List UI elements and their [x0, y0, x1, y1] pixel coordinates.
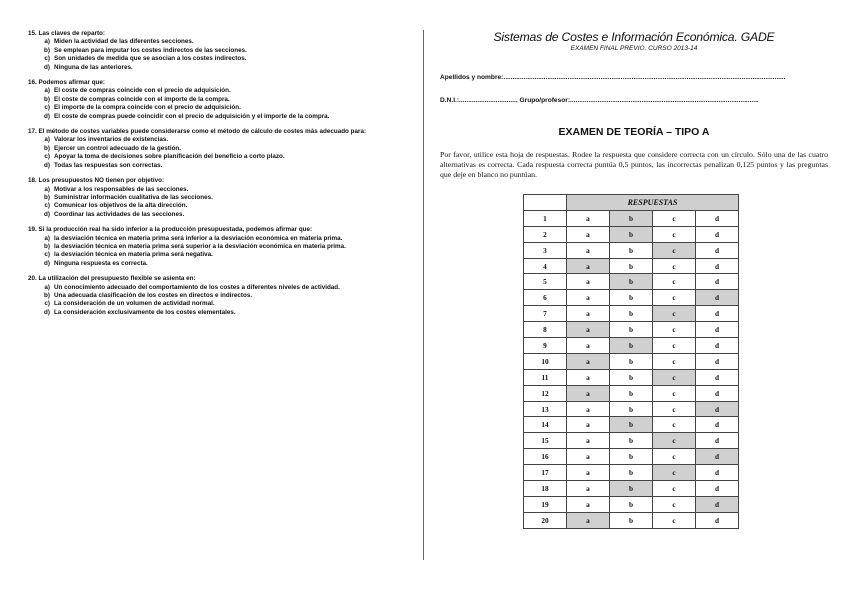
answer-option-d[interactable]: d: [696, 449, 739, 465]
answer-option-b[interactable]: b: [610, 210, 653, 226]
answer-option-a[interactable]: a: [567, 210, 610, 226]
question-number: 1: [524, 210, 567, 226]
column-divider: [423, 30, 424, 560]
answer-option-a[interactable]: a: [567, 226, 610, 242]
answer-option-a[interactable]: a: [567, 496, 610, 512]
option-letter: d): [44, 63, 50, 71]
option-letter: c): [44, 55, 50, 63]
answer-option-c[interactable]: c: [653, 306, 696, 322]
option-text: Ninguna de las anteriores.: [54, 63, 133, 71]
answer-option-c[interactable]: c: [653, 385, 696, 401]
answer-option-c[interactable]: c: [653, 338, 696, 354]
answers-table-header: RESPUESTAS: [567, 195, 739, 211]
answer-option-d[interactable]: d: [696, 242, 739, 258]
answer-option-b[interactable]: b: [610, 433, 653, 449]
answer-row: [524, 322, 739, 338]
question-number: 15: [524, 433, 567, 449]
answer-option-b[interactable]: b: [610, 274, 653, 290]
answer-option-a[interactable]: a: [567, 306, 610, 322]
question-block: [28, 128, 413, 170]
option-text: Coordinar las actividades de las secciones.: [54, 210, 185, 218]
answer-row: [524, 433, 739, 449]
question-number: 16: [524, 449, 567, 465]
answer-option-c[interactable]: c: [653, 417, 696, 433]
answer-row: [524, 481, 739, 497]
answer-option-d[interactable]: d: [696, 258, 739, 274]
question-title: 15. Las claves de reparto:: [28, 30, 106, 37]
answer-option-c[interactable]: c: [653, 226, 696, 242]
question-number: 4: [524, 258, 567, 274]
answer-option-a[interactable]: a: [567, 290, 610, 306]
answer-option-c[interactable]: c: [653, 322, 696, 338]
option-text: Se emplean para imputar los costes indirectos de las secciones.: [54, 46, 247, 54]
id-group-field[interactable]: D.N.I.:................................ Grupo/profesor:.......................................................................................................: [440, 97, 759, 104]
answer-option-b[interactable]: b: [610, 496, 653, 512]
answer-option-c[interactable]: c: [653, 512, 696, 528]
question-option: [40, 243, 413, 251]
option-letter: a): [44, 283, 50, 291]
option-text: Son unidades de medida que se asocian a los costes indirectos.: [54, 55, 247, 63]
option-letter: c): [44, 202, 50, 210]
question-options: [28, 87, 413, 121]
question-option: [40, 300, 413, 308]
answer-row: [524, 465, 739, 481]
question-options: [28, 186, 413, 220]
answer-option-a[interactable]: a: [567, 449, 610, 465]
answer-option-b[interactable]: b: [610, 306, 653, 322]
question-option: [40, 153, 413, 161]
answer-option-d[interactable]: d: [696, 353, 739, 369]
question-options: [28, 284, 413, 318]
question-option: [40, 309, 413, 317]
answer-row: [524, 290, 739, 306]
answer-option-d[interactable]: d: [696, 306, 739, 322]
answer-option-d[interactable]: d: [696, 322, 739, 338]
option-text: La consideración de un volumen de actividad normal.: [54, 300, 215, 308]
option-letter: d): [44, 112, 50, 120]
answer-option-a[interactable]: a: [567, 401, 610, 417]
answer-row: [524, 306, 739, 322]
option-text: Motivar a los responsables de las secciones.: [54, 185, 189, 193]
option-text: El coste de compras puede coincidir con el precio de adquisición y el importe de la compra.: [54, 112, 330, 120]
answers-table: [523, 194, 739, 529]
question-number: 19: [524, 496, 567, 512]
answers-table-body: [524, 210, 739, 528]
answer-option-c[interactable]: c: [653, 353, 696, 369]
answer-row: [524, 338, 739, 354]
answer-option-d[interactable]: d: [696, 465, 739, 481]
answer-option-c[interactable]: c: [653, 274, 696, 290]
answer-row: [524, 210, 739, 226]
question-option: [40, 260, 413, 268]
answer-option-a[interactable]: a: [567, 417, 610, 433]
option-letter: a): [44, 136, 50, 144]
option-text: Una adecuada clasificación de los costes en directos e indirectos.: [54, 291, 253, 299]
option-letter: b): [44, 46, 50, 54]
answer-option-c[interactable]: c: [653, 242, 696, 258]
answer-option-a[interactable]: a: [567, 353, 610, 369]
answer-option-a[interactable]: a: [567, 465, 610, 481]
question-option: [40, 64, 413, 72]
answer-option-a[interactable]: a: [567, 274, 610, 290]
exam-type-heading: EXAMEN DE TEORÍA – TIPO A: [558, 126, 710, 138]
option-text: Valorar los inventarios de existencias.: [54, 136, 169, 144]
option-letter: a): [44, 38, 50, 46]
answer-option-a[interactable]: a: [567, 322, 610, 338]
option-text: Apoyar la toma de decisiones sobre planificación del beneficio a corto plazo.: [54, 153, 285, 161]
question-title: 18. Los presupuestos NO tienen por objetivo:: [28, 177, 165, 185]
answer-row: [524, 226, 739, 242]
answer-option-d[interactable]: d: [696, 481, 739, 497]
option-text: Ninguna respuesta es correcta.: [54, 259, 148, 267]
answer-row: [524, 258, 739, 274]
answer-option-d[interactable]: d: [696, 338, 739, 354]
question-title: 20. La utilización del presupuesto flexible se asienta en:: [28, 275, 196, 283]
answer-option-c[interactable]: c: [653, 258, 696, 274]
answer-option-a[interactable]: a: [567, 481, 610, 497]
answer-option-b[interactable]: b: [610, 258, 653, 274]
option-text: la desviación técnica en materia prima será superior a la desviación económica en materia prima.: [54, 242, 346, 250]
answer-option-c[interactable]: c: [653, 449, 696, 465]
option-letter: d): [44, 308, 50, 316]
answer-option-b[interactable]: b: [610, 385, 653, 401]
answer-row: [524, 242, 739, 258]
option-text: Suministrar información cualitativa de las secciones.: [54, 193, 213, 201]
option-letter: c): [44, 104, 50, 112]
option-text: Todas las respuestas son correctas.: [54, 161, 163, 169]
option-text: El coste de compras coincide con el importe de la compra.: [54, 95, 230, 103]
option-text: La consideración exclusivamente de los costes elementales.: [54, 308, 236, 316]
question-number: 17: [524, 465, 567, 481]
answer-row: [524, 369, 739, 385]
question-number: 2: [524, 226, 567, 242]
answers-table-corner: [524, 195, 567, 211]
option-letter: b): [44, 242, 50, 250]
answer-row: [524, 353, 739, 369]
answer-option-d[interactable]: d: [696, 210, 739, 226]
answer-row: [524, 417, 739, 433]
answer-option-b[interactable]: b: [610, 353, 653, 369]
option-text: la desviación técnica en materia prima será negativa.: [54, 251, 213, 259]
option-text: Comunicar los objetivos de la alta dirección.: [54, 202, 188, 210]
question-options: [28, 136, 413, 170]
question-number: 14: [524, 417, 567, 433]
question-option: [40, 104, 413, 112]
answer-option-d[interactable]: d: [696, 433, 739, 449]
option-text: Ejercer un control adecuado de la gestión.: [54, 144, 182, 152]
answer-option-d[interactable]: d: [696, 274, 739, 290]
answer-sheet-column: [440, 30, 828, 180]
option-letter: d): [44, 161, 50, 169]
answer-option-b[interactable]: b: [610, 401, 653, 417]
question-option: [40, 235, 413, 243]
option-text: El importe de la compra coincide con el precio de adquisición.: [54, 104, 241, 112]
question-number: 8: [524, 322, 567, 338]
answer-row: [524, 274, 739, 290]
question-option: [40, 186, 413, 194]
option-letter: b): [44, 144, 50, 152]
question-option: [40, 136, 413, 144]
answer-option-d[interactable]: d: [696, 417, 739, 433]
question-number: 9: [524, 338, 567, 354]
answer-option-d[interactable]: d: [696, 226, 739, 242]
question-number: 18: [524, 481, 567, 497]
question-number: 13: [524, 401, 567, 417]
instructions-text: Por favor, utilice esta hoja de respuestas. Rodee la respuesta que considere correcta con un círculo. Sólo una de las cuatro alternativas es correcta. Cada respuesta correcta puntúa 0,5 puntos, las incorrectas penalizan 0,125 puntos y las preguntas que deje en blanco no puntúan.: [440, 150, 828, 179]
answer-option-d[interactable]: d: [696, 290, 739, 306]
answer-option-b[interactable]: b: [610, 338, 653, 354]
question-block: [28, 275, 413, 317]
answer-row: [524, 401, 739, 417]
answer-option-b[interactable]: b: [610, 369, 653, 385]
option-text: El coste de compras coincide con el precio de adquisición.: [54, 87, 231, 95]
question-title: 17. El método de costes variables puede considerarse como el método de cálculo de costes más adecuado para:: [28, 128, 367, 136]
answer-option-a[interactable]: a: [567, 433, 610, 449]
answer-option-b[interactable]: b: [610, 290, 653, 306]
answer-option-b[interactable]: b: [610, 449, 653, 465]
option-letter: a): [44, 234, 50, 242]
answer-row: [524, 496, 739, 512]
question-number: 5: [524, 274, 567, 290]
option-text: Miden la actividad de las diferentes secciones.: [54, 38, 194, 46]
answer-option-a[interactable]: a: [567, 242, 610, 258]
option-letter: b): [44, 193, 50, 201]
answer-option-c[interactable]: c: [653, 290, 696, 306]
question-option: [40, 87, 413, 95]
answer-option-d[interactable]: d: [696, 512, 739, 528]
answer-option-b[interactable]: b: [610, 242, 653, 258]
answer-option-b[interactable]: b: [610, 481, 653, 497]
option-letter: d): [44, 210, 50, 218]
answer-option-d[interactable]: d: [696, 496, 739, 512]
option-letter: c): [44, 300, 50, 308]
option-letter: d): [44, 259, 50, 267]
exam-subtitle: EXAMEN FINAL PREVIO. CURSO 2013-14: [570, 45, 698, 52]
answer-row: [524, 512, 739, 528]
question-option: [40, 251, 413, 259]
question-block: [28, 226, 413, 268]
option-letter: a): [44, 87, 50, 95]
answer-option-b[interactable]: b: [610, 417, 653, 433]
option-text: Un conocimiento adecuado del comportamiento de los costes a diferentes niveles de actividad.: [54, 283, 340, 291]
question-option: [40, 202, 413, 210]
question-number: 6: [524, 290, 567, 306]
question-block: [28, 177, 413, 219]
name-field[interactable]: Apellidos y nombre:..........................................................................................................................................................: [440, 74, 786, 81]
question-option: [40, 38, 413, 46]
question-number: 11: [524, 369, 567, 385]
question-option: [40, 292, 413, 300]
question-options: [28, 235, 413, 269]
question-option: [40, 96, 413, 104]
option-letter: b): [44, 95, 50, 103]
question-option: [40, 47, 413, 55]
question-option: [40, 194, 413, 202]
answer-option-c[interactable]: c: [653, 210, 696, 226]
option-letter: b): [44, 291, 50, 299]
answer-option-c[interactable]: c: [653, 433, 696, 449]
question-option: [40, 284, 413, 292]
question-option: [40, 145, 413, 153]
questions-column: [28, 30, 413, 324]
answer-option-c[interactable]: c: [653, 496, 696, 512]
question-option: [40, 55, 413, 63]
question-option: [40, 113, 413, 121]
answer-option-a[interactable]: a: [567, 512, 610, 528]
answer-option-c[interactable]: c: [653, 465, 696, 481]
question-block: [28, 79, 413, 121]
answer-option-a[interactable]: a: [567, 338, 610, 354]
answer-option-a[interactable]: a: [567, 258, 610, 274]
option-letter: c): [44, 153, 50, 161]
question-number: 10: [524, 353, 567, 369]
answer-option-a[interactable]: a: [567, 385, 610, 401]
course-title: Sistemas de Costes e Información Económica. GADE: [493, 30, 775, 44]
question-option: [40, 162, 413, 170]
question-option: [40, 211, 413, 219]
option-text: la desviación técnica en materia prima será inferior a la desviación económica en materia prima.: [54, 234, 343, 242]
question-block: [28, 30, 413, 72]
question-title: 19. Si la producción real ha sido inferior a la producción presupuestada, podemos afirmar que:: [28, 226, 313, 234]
answer-row: [524, 449, 739, 465]
answer-option-b[interactable]: b: [610, 226, 653, 242]
answer-option-c[interactable]: c: [653, 481, 696, 497]
answer-option-c[interactable]: c: [653, 369, 696, 385]
answer-option-d[interactable]: d: [696, 385, 739, 401]
answer-row: [524, 385, 739, 401]
answer-option-d[interactable]: d: [696, 401, 739, 417]
option-letter: a): [44, 185, 50, 193]
answer-option-b[interactable]: b: [610, 322, 653, 338]
question-options: [28, 38, 413, 72]
answer-option-b[interactable]: b: [610, 512, 653, 528]
answer-option-b[interactable]: b: [610, 465, 653, 481]
answer-option-d[interactable]: d: [696, 369, 739, 385]
question-number: 12: [524, 385, 567, 401]
answer-option-a[interactable]: a: [567, 369, 610, 385]
answer-option-c[interactable]: c: [653, 401, 696, 417]
question-number: 20: [524, 512, 567, 528]
option-letter: c): [44, 251, 50, 259]
question-number: 7: [524, 306, 567, 322]
question-number: 3: [524, 242, 567, 258]
questions-list: [28, 30, 413, 317]
question-title: 16. Podemos afirmar que:: [28, 79, 105, 87]
